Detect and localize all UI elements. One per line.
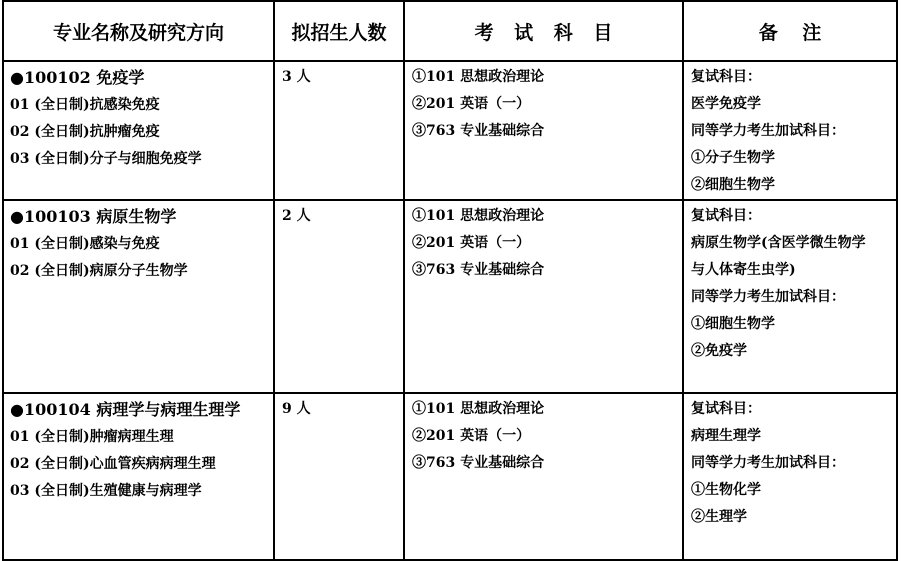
column-divider [682, 0, 684, 561]
direction-item: 01 (全日制)感染与免疫 [10, 236, 160, 252]
header-major-label: 专业名称及研究方向 [52, 21, 224, 44]
exam-subjects [412, 64, 544, 145]
notes [691, 203, 866, 365]
subject-item: ②201 英语（一） [412, 428, 531, 444]
note-line: 复试科目： [691, 401, 761, 417]
direction-item: 03 (全日制)分子与细胞免疫学 [10, 151, 202, 167]
notes [691, 64, 845, 199]
note-line: 病原生物学(含医学微生物学 [691, 235, 866, 251]
note-line: 复试科目： [691, 69, 761, 85]
subject-item: ①101 思想政治理论 [412, 69, 545, 85]
direction-item: 02 (全日制)病原分子生物学 [10, 263, 188, 279]
note-line: 病理生理学 [691, 428, 761, 444]
table-border-right [896, 0, 898, 561]
subject-item: ②201 英语（一） [412, 235, 531, 251]
header-count [275, 0, 403, 62]
subject-item: ②201 英语（一） [412, 96, 531, 112]
header-notes [684, 0, 896, 62]
direction-item: 02 (全日制)心血管疾病病理生理 [10, 456, 216, 472]
major-name: ●100102 免疫学 [10, 68, 145, 87]
enrollment-count [282, 396, 311, 423]
enrollment-count [282, 64, 311, 91]
subject-item: ①101 思想政治理论 [412, 401, 545, 417]
exam-subjects [412, 203, 544, 284]
note-line: 医学免疫学 [691, 96, 761, 112]
direction-item: 02 (全日制)抗肿瘤免疫 [10, 124, 160, 140]
header-major [4, 0, 273, 62]
direction-item: 03 (全日制)生殖健康与病理学 [10, 483, 202, 499]
notes [691, 396, 845, 531]
major-name: ●100104 病理学与病理生理学 [10, 400, 241, 419]
note-line: ②细胞生物学 [691, 177, 775, 193]
count-value: 9 人 [282, 401, 311, 417]
direction-item: 01 (全日制)抗感染免疫 [10, 97, 160, 113]
note-line: ①生物化学 [691, 482, 761, 498]
header-subjects-label: 考 试 科 目 [474, 21, 613, 44]
note-line: ②生理学 [691, 509, 747, 525]
table-border-left [2, 0, 4, 561]
count-value: 2 人 [282, 208, 311, 224]
subject-item: ①101 思想政治理论 [412, 208, 545, 224]
direction-item: 01 (全日制)肿瘤病理生理 [10, 429, 174, 445]
note-line: ②免疫学 [691, 343, 747, 359]
row-divider [2, 392, 898, 394]
table-row [10, 203, 270, 285]
column-divider [273, 0, 275, 561]
header-notes-label: 备 注 [758, 21, 822, 44]
subject-item: ③763 专业基础综合 [412, 455, 545, 471]
row-divider [2, 199, 898, 201]
note-line: ①细胞生物学 [691, 316, 775, 332]
subject-item: ③763 专业基础综合 [412, 262, 545, 278]
note-line: ①分子生物学 [691, 150, 775, 166]
note-line: 同等学力考生加试科目： [691, 289, 845, 305]
exam-subjects [412, 396, 544, 477]
column-divider [403, 0, 405, 561]
header-count-label: 拟招生人数 [291, 21, 387, 44]
table-row [10, 396, 270, 505]
count-value: 3 人 [282, 69, 311, 85]
table-row [10, 64, 270, 173]
note-line: 与人体寄生虫学) [691, 262, 796, 278]
enrollment-count [282, 203, 311, 230]
header-subjects [405, 0, 682, 62]
note-line: 同等学力考生加试科目： [691, 123, 845, 139]
subject-item: ③763 专业基础综合 [412, 123, 545, 139]
note-line: 复试科目： [691, 208, 761, 224]
note-line: 同等学力考生加试科目： [691, 455, 845, 471]
major-name: ●100103 病原生物学 [10, 207, 177, 226]
